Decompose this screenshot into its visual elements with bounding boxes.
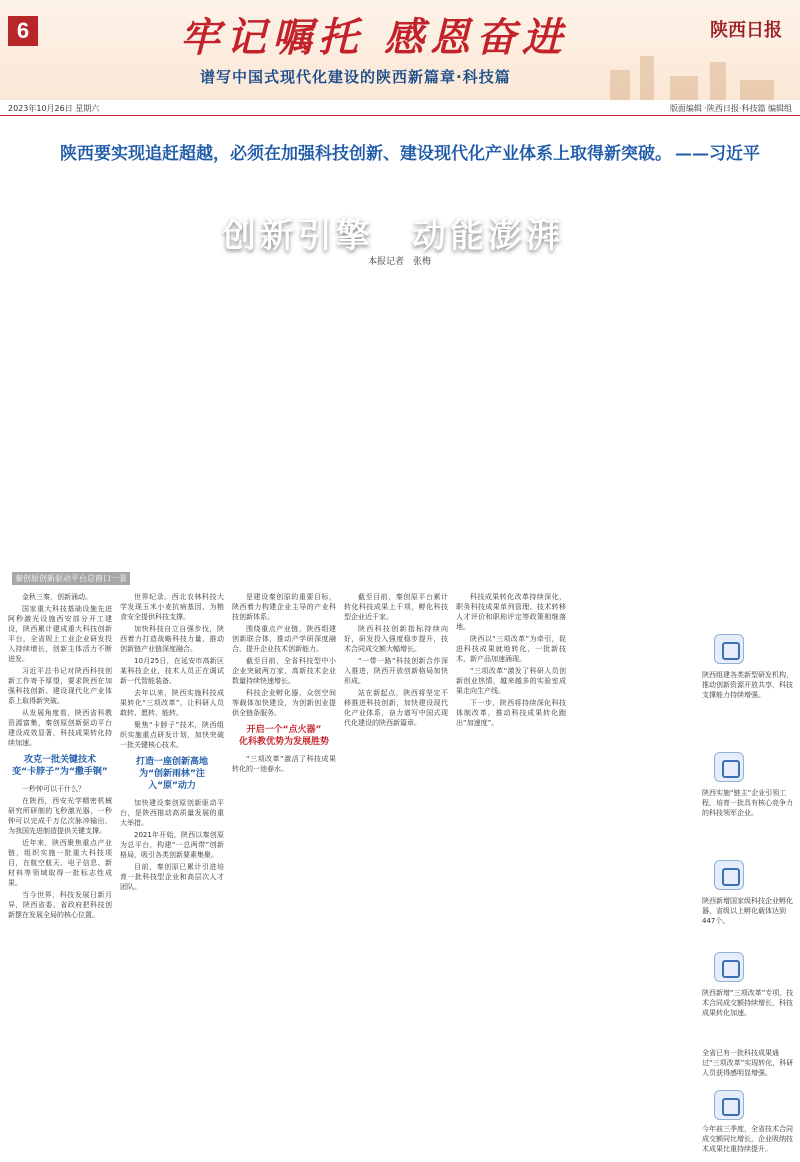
stat-item: 全省已有一批科技成果通过“三项改革”实现转化，科研人员获得感明显增强。 [702,1049,794,1077]
editor-credits: 版面编辑 ·陕西日报·科技篇 编辑组 [669,104,792,113]
issue-date: 2023年10月26日 星期六 [8,104,100,113]
paragraph: 2021年开始，陕西以秦创原为总平台，构建“一总两带”创新格局，吸引各类创新要素集聚。 [120,831,224,859]
column-2 [120,592,224,1158]
paragraph: 在陕西，西安光学精密机械研究所研制的飞秒激光器，一秒钟可以完成千万亿次脉冲输出，为我国先进制造提供关键支撑。 [8,797,112,835]
masthead [0,0,800,100]
stat-item: 今年前三季度，全省技术合同成交额同比增长，企业吸纳技术成果比重持续提升。 [702,1125,793,1153]
stat-item: 陕西组建各类新型研发机构，推动创新资源开放共享，科技支撑能力持续增强。 [702,671,793,699]
stats-sidebar [690,592,800,1162]
paragraph: 聚焦“卡脖子”技术，陕西组织实施重点研发计划，加快突破一批关键核心技术。 [120,721,224,749]
qinchuangyuan-logo-sculpture [130,458,290,548]
skyline-decoration [600,50,800,100]
subheading: 开启一个“点火器” 化科教优势为发展胜势 [238,725,329,747]
stat-item: 陕西实施“链主”企业引领工程，培育一批具有核心竞争力的科技领军企业。 [702,789,793,817]
subheading: 打造一座创新高地 为“创新雨林”注入“原”动力 [135,757,208,791]
paragraph: 习近平总书记对陕西科技创新工作寄予厚望，要求陕西在加强科技创新、建设现代化产业体系上取得新突破。 [8,667,112,705]
article-byline: 本报记者 张梅 [368,257,432,267]
paragraph: “一带一路”科技创新合作深入推进，陕西开放创新格局加快形成。 [344,657,448,685]
stat-item: 陕西新增国家级科技企业孵化器，省级以上孵化载体达到447个。 [702,897,793,925]
paragraph: 加快科技自立自强步伐，陕西着力打造战略科技力量，推动创新链产业链深度融合。 [120,625,224,653]
paragraph: 站在新起点，陕西将坚定不移推进科技创新，加快建设现代化产业体系，奋力谱写中国式现代化建设的陕西新篇章。 [344,689,448,727]
paragraph: 加快建设秦创原创新驱动平台，是陕西推动高质量发展的重大举措。 [120,799,224,827]
paragraph: 截至目前，全省科技型中小企业突破两万家，高新技术企业数量持续快速增长。 [232,657,336,685]
newspaper-brand: 陕西日报 [710,20,782,41]
photo-caption: 秦创原创新驱动平台总窗口一景 [12,572,130,585]
paragraph: 是建设秦创原的重要目标，陕西着力构建企业主导的产业科技创新体系。 [232,593,336,621]
paragraph: 目前，秦创原已累计引进培育一批科技型企业和高层次人才团队。 [120,863,224,891]
office-building-left [70,228,255,558]
paragraph: “三项改革”激活了科技成果转化的一池春水。 [232,755,336,773]
series-title: 谱写中国式现代化建设的陕西新篇章·科技篇 [200,68,511,86]
paragraph: 国家重大科技基础设施先进阿秒激光设施西安部分开工建设，陕西累计建成重大科技创新平台，全省规上工业企业研发投入持续增长，创新主体活力不断迸发。 [8,605,112,663]
paragraph: 陕西科技创新指标持续向好，研发投入强度稳步提升，技术合同成交额大幅增长。 [344,625,448,653]
paragraph: “三项改革”激发了科研人员创新创业热情，越来越多的实验室成果走向生产线。 [456,667,566,695]
paragraph: 科技企业孵化器、众创空间等载体加快建设，为创新创业提供全链条服务。 [232,689,336,717]
paragraph: 世界纪录。西北农林科技大学发现玉米小麦抗病基因，为粮食安全提供科技支撑。 [120,593,224,621]
column-5 [456,592,566,1158]
stat-item: 陕西新增“三项改革”专项，技术合同成交额持续增长，科技成果转化加速。 [702,989,794,1017]
white-building [490,338,730,578]
paragraph: 金秋三秦，创新涌动。 [22,593,92,601]
slogan: 牢记嘱托 感恩奋进 [180,14,568,61]
quote-author: ——习近平 [675,144,760,164]
paragraph: 去年以来，陕西实施科技成果转化“三项改革”，让科研人员敢转、愿转、能转。 [120,689,224,717]
article-title: 创新引擎 动能澎湃 [222,216,564,256]
article-body [0,592,800,1162]
red-path [470,501,800,564]
paragraph: 陕西以“三项改革”为牵引，促进科技成果就地转化，一批新技术、新产品加速涌现。 [456,635,566,663]
photo-sign-text: 秦创原 [320,499,494,550]
paragraph: 下一步，陕西将持续深化科技体制改革，推动科技成果转化跑出“加速度”。 [456,699,566,727]
column-1 [8,592,112,1158]
paragraph: 从发展角度看，陕西省科教资源富集，秦创原创新驱动平台建设成效显著，科技成果转化持续加速。 [8,709,112,747]
chart-icon [714,1090,744,1120]
quote-text: 陕西要实现追赶超越，必须在加强科技创新、建设现代化产业体系上取得新突破。 [60,144,672,164]
contract-icon [714,952,744,982]
red-building [355,338,475,538]
lab-icon [714,634,744,664]
paragraph: 一秒钟可以干什么？ [22,785,85,793]
paragraph: 10月25日，在延安市高新区某科技企业，技术人员正在调试新一代智能装备。 [120,657,224,685]
column-3 [232,592,336,1158]
incubator-icon [714,860,744,890]
column-4 [344,592,448,1158]
red-building-right [715,333,800,573]
info-bar [0,100,800,116]
paragraph: 近年来，陕西聚焦重点产业链，组织实施一批重大科技项目，在航空航天、电子信息、新材料等领域取得一批标志性成果。 [8,839,112,887]
building-sign: 秦创原总窗口 [365,342,465,356]
paragraph: 当今世界，科技发展日新月异，陕西省委、省政府把科技创新摆在发展全局的核心位置。 [8,891,112,919]
paragraph: 围绕重点产业链，陕西组建创新联合体，推动产学研深度融合，提升企业技术创新能力。 [232,625,336,653]
paragraph: 截至目前，秦创原平台累计转化科技成果上千项，孵化科技型企业近千家。 [344,593,448,621]
leader-quote [60,142,760,166]
lead-photo [0,118,800,588]
subheading: 攻克一批关键技术 变“卡脖子”为“撒手锏” [12,755,108,777]
chain-icon [714,752,744,782]
page-number: 6 [8,16,38,46]
paragraph: 科技成果转化改革持续深化，职务科技成果单列管理、技术转移人才评价和职称评定等政策相继落地。 [456,593,566,631]
